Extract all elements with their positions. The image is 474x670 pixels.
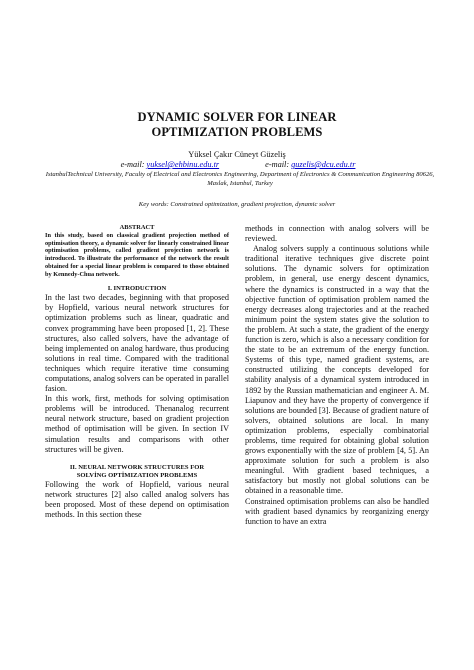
title-line-2: OPTIMIZATION PROBLEMS [151,125,323,139]
email-label-2: e-mail: [265,160,290,169]
section-2-paragraph-1: Following the work of Hopfield, various neural network structures [2] also called analog solvers has been proposed. Most of these depend on optimisation methods. In this section these [45,479,229,519]
paper-title [0,110,474,140]
author-affiliation: IstanbulTechnical University, Faculty of Electrical and Electronics Engineering, Department of Electronics & Communication Engineering 80626, Maslak, Istanbul, Turkey [45,171,435,187]
email-label-1: e-mail: [120,160,145,169]
intro-paragraph-2: In this work, first, methods for solving optimisation problems will be introduced. Thenanalog recurrent neural network structure, based on gradient projection method of optimisation will be given. In section IV simulation results and comparisons with other structures will be given. [45,394,229,454]
author-emails [0,160,474,170]
intro-paragraph-1: In the last two decades, beginning with that proposed by Hopfield, various neural network structures for optimization problems such as linear, quadratic and convex programming have been proposed [1, 2]. These structures, also called solvers, have the advantage of being implemented on analog hardware, thus producing solutions in real time. Compared with the traditional techniques which require iterative time consuming computations, analog solvers can be operated in parallel fasion. [45,293,229,394]
right-paragraph-1: methods in connection with analog solvers will be reviewed. [245,224,429,244]
intro-heading: I. INTRODUCTION [107,285,167,293]
right-column [245,224,429,527]
abstract-heading: ABSTRACT [119,224,155,231]
section-2-heading-line-1: II. NEURAL NETWORK STRUCTURES FOR [69,463,205,471]
keywords-line: Key words: Constrained optimization, gradient projection, dynamic solver [138,201,336,208]
right-paragraph-2: Analog solvers supply a continuous solutions while traditional iterative techniques give discrete point solutions. The dynamic solvers for optimization problem, in general, use energy descent dynamics, where the dynamics is constructed in a way that the objective function of optimisation problem named the energy decreases along trajectories and at the reached minimum point the system states give the solution to the problem. At such a state, the gradient of the energy function is zero, which is also a necessary condition for the state to be an extremum of the energy function. Systems of this type, named gradient systems, are constructed utilizing the concepts developed for stability analysis of a dynamical system introduced in 1892 by the Russian mathematician and engineer A. M. Liapunov and they have the property of convergence if solutions are bounded [3]. Because of gradient nature of solvers, obtained solutions are local. In many optimization problems, especially combinatorial problems, time required for obtaining global solution grows exponentially with the size of problem [4, 5]. An approximate solution for such a problem is also meaningful. With gradient based techniques, a satisfactory but mostly not global solutions can be obtained in a reasonable time. [245,244,429,496]
section-2-heading [45,464,229,480]
email-link-2[interactable]: guzelis@dcu.edu.tr [291,160,356,169]
left-column [45,224,229,520]
author-names: Yüksel Çakır Cüneyt Güzeliş [188,150,286,159]
abstract-text: In this study, based on classical gradient projection method of optimisation theory, a dynamic solver for linearly constrained linear optimisation problems, called gradient projection network is introduced. To illustrate the performance of the network the result obtained for a special linear problem is compared to those obtained by Kennedy-Chua network. [45,232,229,278]
email-link-1[interactable]: yuksel@ehbinu.edu.tr [146,160,220,169]
title-line-1: DYNAMIC SOLVER FOR LINEAR [137,110,337,124]
section-2-heading-line-2: SOLVİNG OPTİMIZATION PROBLEMS [76,471,198,479]
right-paragraph-3: Constrained optimisation problems can also be handled with gradient based dynamics by reorganizing energy function to have an extra [245,496,429,526]
